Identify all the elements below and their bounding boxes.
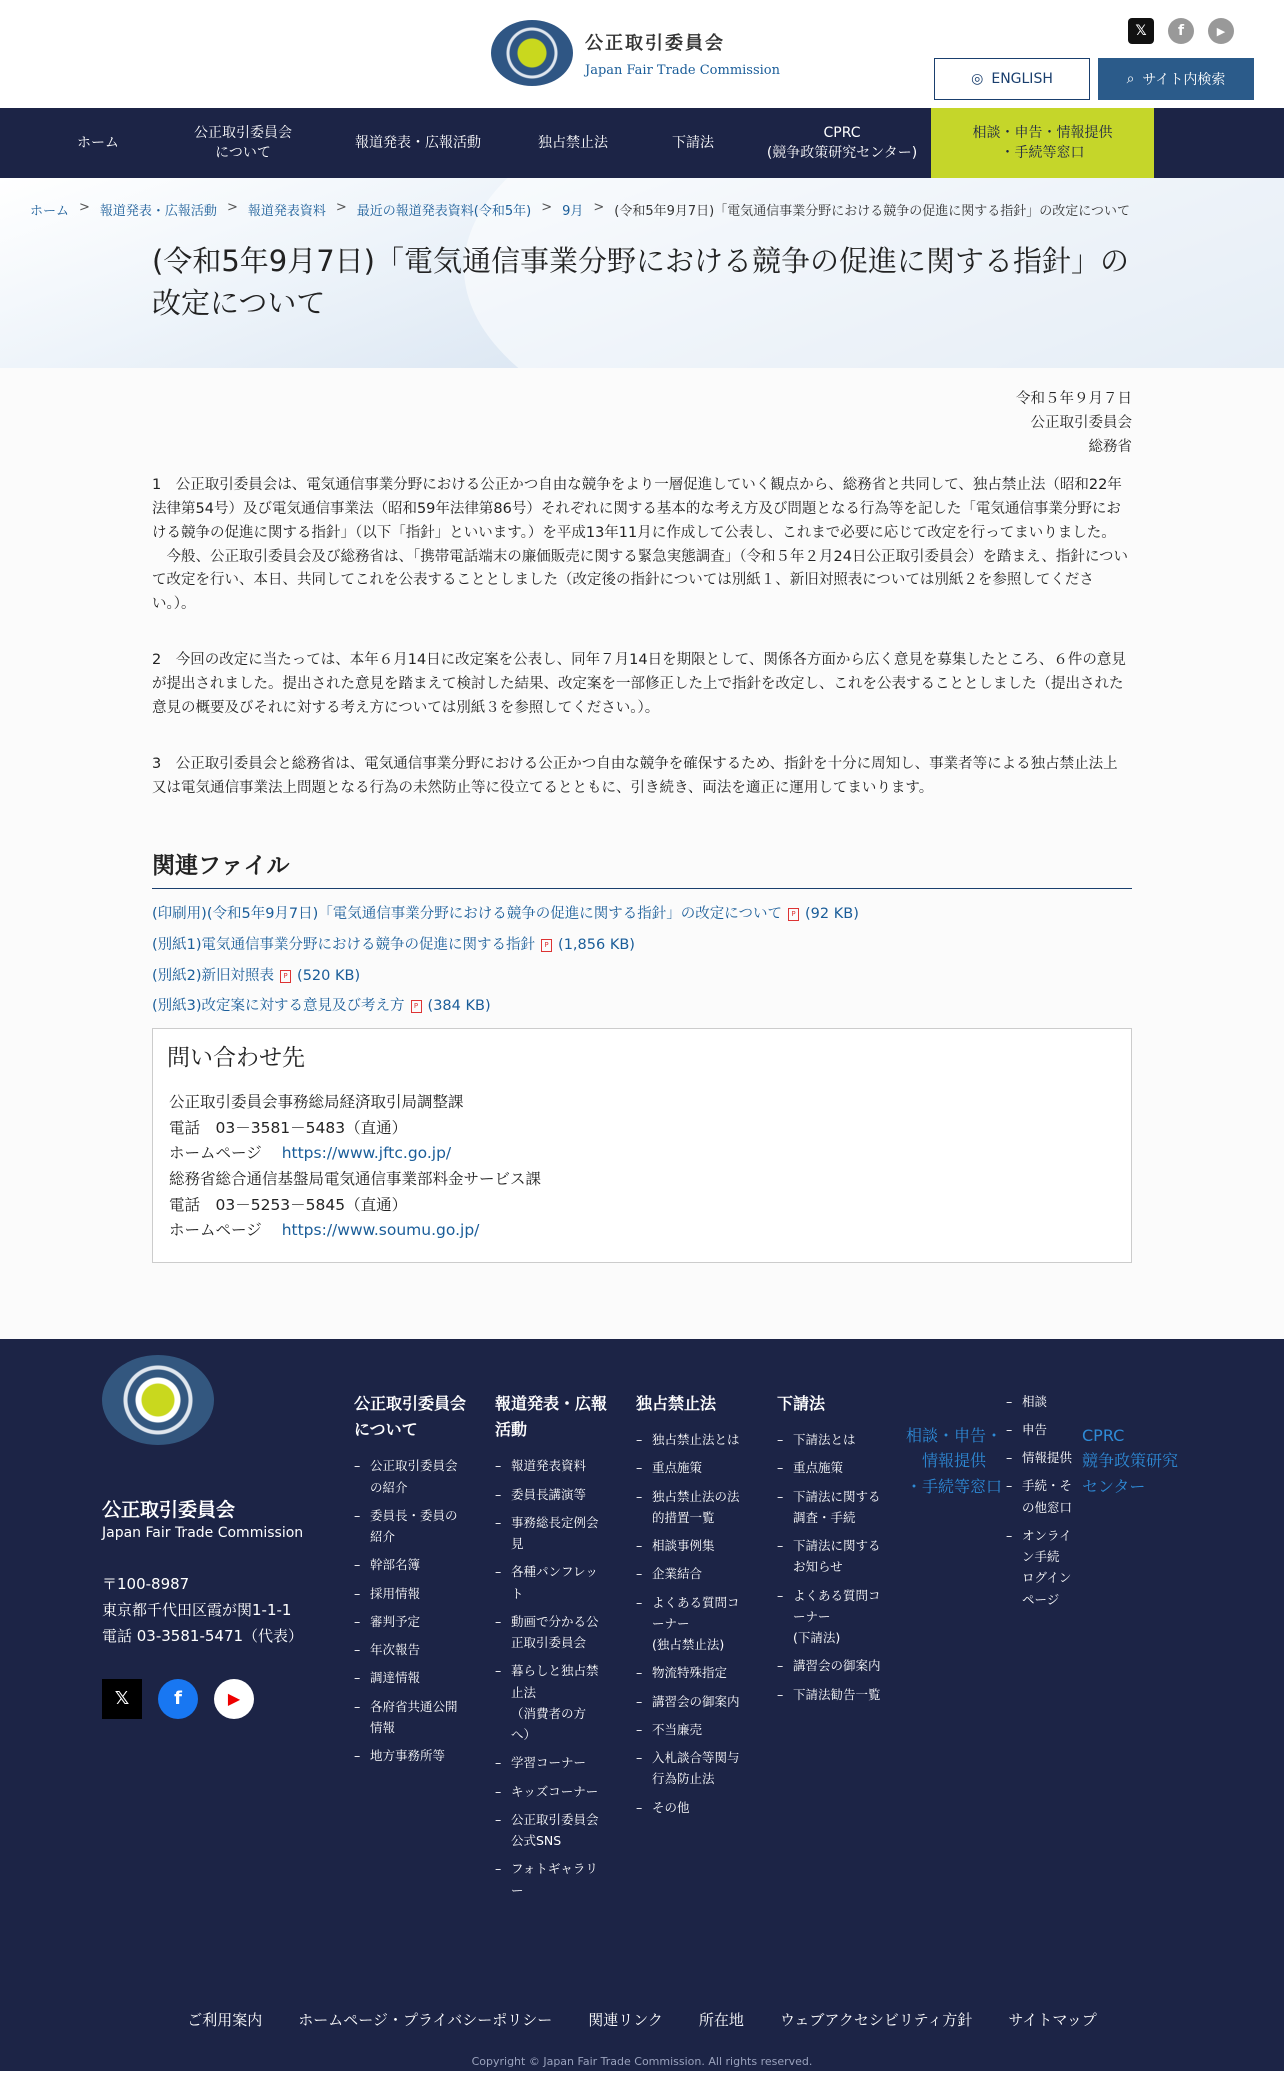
pdf-icon: P [411,1000,422,1013]
issuer-jftc: 公正取引委員会 [1030,414,1132,431]
footer-link[interactable]: – 各種パンフレッ ト [495,1561,615,1604]
footer-emblem-icon[interactable] [102,1355,214,1445]
body-paragraph-2: 2 今回の改定に当たっては、本年６月14日に改定案を公表し、同年７月14日を期限として、関係各方面から広く意見を募集したところ、６件の意見が提出されました。提出された意見を踏まえて検討した結果、改定案を一部修正した上で指針を改定し、これを公表することとしました（提出された意見の概要及びそれに対する考え方については別紙３を参照してください。）。 [152,652,1126,717]
footer-col-press [495,1391,615,1908]
page-hero [0,178,1284,368]
footer-bottom-link[interactable]: 関連リンク [588,2010,663,2029]
footer-link[interactable]: – 重点施策 [636,1457,756,1478]
contact-heading: 問い合わせ先 [167,1045,305,1072]
footer-link[interactable]: – よくある質問コ ーナー (独占禁止法) [636,1592,756,1656]
contact-homepage-mic [169,1218,1117,1244]
footer-link[interactable]: – 申告 [1006,1419,1086,1440]
search-icon: ⌕ [1126,71,1135,87]
footer-link[interactable]: – 学習コーナー [495,1752,615,1773]
facebook-icon[interactable]: f [158,1679,198,1719]
footer-link[interactable]: – 物流特殊指定 [636,1662,756,1683]
site-logo[interactable] [491,20,780,86]
footer-bottom-link[interactable]: ウェブアクセシビリティ方針 [779,2010,973,2029]
logo-text-en: Japan Fair Trade Commission [585,62,780,78]
footer-link[interactable]: – よくある質問コ ーナー (下請法) [777,1585,897,1649]
main-content [0,368,1284,1263]
footer-link[interactable]: – 動画で分かる公 正取引委員会 [495,1611,615,1654]
mic-homepage-link[interactable]: https://www.soumu.go.jp/ [281,1221,480,1240]
footer-link[interactable]: – 採用情報 [354,1583,474,1604]
footer-bottom-link[interactable]: 所在地 [698,2010,744,2029]
footer-link[interactable]: – 委員長・委員の 紹介 [354,1505,474,1548]
file-size: (92 KB) [805,905,859,922]
site-search-label: サイト内検索 [1142,72,1226,88]
footer-link[interactable]: – 各府省共通公開 情報 [354,1696,474,1739]
homepage-label: ホームページ [169,1144,262,1163]
file-link-attachment-1[interactable] [152,936,1132,955]
file-label: (別紙3)改定案に対する意見及び考え方 [152,998,405,1015]
footer-link[interactable]: – 独占禁止法の法 的措置一覧 [636,1486,756,1529]
facebook-icon[interactable]: f [1168,18,1194,44]
x-icon[interactable]: 𝕏 [1128,18,1154,44]
footer-link[interactable]: – 事務総長定例会 見 [495,1512,615,1555]
footer-col-heading[interactable]: 下請法 [777,1393,826,1413]
footer-consultation-link[interactable]: 相談・申告・ 情報提供 ・手続等窓口 [905,1425,1002,1496]
footer-col-heading[interactable]: 報道発表・広報 活動 [495,1393,608,1440]
footer-link[interactable]: – オンライ ン手続 ログイン ページ [1006,1525,1086,1610]
footer-link[interactable]: – 重点施策 [777,1457,897,1478]
file-size: (520 KB) [297,967,361,984]
release-date-block [152,368,1132,460]
body-paragraph-3: 3 公正取引委員会と総務省は、電気通信事業分野における公正かつ自由な競争を確保するため、指針を十分に周知し、事業者等による独占禁止法上又は電気通信事業法上問題となる行為の未然防止等に役立てるとともに、引き続き、両法を適正に運用してまいります。 [152,756,1118,796]
footer-link[interactable]: – 講習会の御案内 [636,1691,756,1712]
footer-phone: 電話 03-3581-5471（代表） [102,1627,304,1646]
footer-link[interactable]: – 年次報告 [354,1639,474,1660]
footer-link[interactable]: – その他 [636,1797,756,1818]
footer-link[interactable]: – 不当廉売 [636,1719,756,1740]
footer-link[interactable]: – 下請法勧告一覧 [777,1684,897,1705]
global-nav [0,108,1284,178]
footer-address [102,1571,303,1650]
breadcrumb-current: (令和5年9月7日)「電気通信事業分野における競争の促進に関する指針」の改定について [614,204,1130,219]
jftc-homepage-link[interactable]: https://www.jftc.go.jp/ [281,1144,452,1163]
file-size: (384 KB) [427,998,491,1015]
youtube-icon[interactable]: ▶ [214,1679,254,1719]
logo-text-ja: 公正取引委員会 [585,32,725,54]
footer-link[interactable]: – 公正取引委員会 の紹介 [354,1455,474,1498]
footer-link[interactable]: – 入札談合等関与 行為防止法 [636,1747,756,1790]
breadcrumb-separator: > [541,200,553,215]
homepage-label: ホームページ [169,1221,262,1240]
footer-link[interactable]: – 独占禁止法とは [636,1429,756,1450]
footer-cprc-link[interactable]: CPRC 競争政策研究 センター [1082,1425,1179,1496]
footer-link[interactable]: – フォトギャラリ ー [495,1858,615,1901]
footer-link[interactable]: – 企業結合 [636,1563,756,1584]
contact-dept-jftc: 公正取引委員会事務総局経済取引局調整課 [169,1093,464,1112]
nav-consultation[interactable]: 相談・申告・情報提供 ・手続等窓口 [931,108,1154,178]
release-date: 令和５年９月７日 [1016,391,1132,407]
issuer-mic: 総務省 [1088,438,1132,455]
footer-link[interactable]: – 報道発表資料 [495,1455,615,1476]
youtube-icon[interactable]: ▶ [1208,18,1234,44]
file-size: (1,856 KB) [558,936,635,953]
footer-link[interactable]: – 幹部名簿 [354,1554,474,1575]
breadcrumb [30,200,1130,219]
breadcrumb-month[interactable]: 9月 [562,204,584,219]
nav-about[interactable]: 公正取引委員会 について [194,124,292,161]
pdf-icon: P [788,908,799,921]
pdf-icon: P [541,939,552,952]
english-button-label: ENGLISH [991,71,1053,87]
nav-press[interactable]: 報道発表・広報活動 [355,134,481,151]
footer-col-heading[interactable]: 独占禁止法 [636,1393,717,1413]
contact-box [152,1028,1132,1262]
footer-org-name-en: Japan Fair Trade Commission [102,1524,304,1541]
file-label: (別紙2)新旧対照表 [152,967,275,984]
contact-homepage-jftc [169,1141,1117,1167]
site-header [0,0,1284,108]
related-files-heading: 関連ファイル [152,847,1132,889]
file-link-print[interactable] [152,905,1132,924]
nav-subcontract[interactable]: 下請法 [672,134,714,151]
footer-link[interactable]: – 委員長講演等 [495,1484,615,1505]
breadcrumb-press[interactable]: 報道発表・広報活動 [99,204,217,219]
breadcrumb-home[interactable]: ホーム [30,204,70,219]
pdf-icon: P [280,970,291,983]
nav-cprc[interactable]: CPRC (競争政策研究センター) [766,124,918,161]
footer-street: 東京都千代田区霞が関1-1-1 [102,1600,292,1619]
footer-link[interactable]: – 講習会の御案内 [777,1655,897,1676]
breadcrumb-separator: > [79,200,90,215]
file-label: (別紙1)電気通信事業分野における競争の促進に関する指針 [152,936,536,953]
footer-link[interactable]: – 審判予定 [354,1611,474,1632]
breadcrumb-separator: > [226,200,238,215]
footer-col-consultation [1006,1391,1086,1617]
contact-phone-mic: 電話 03－5253－5845（直通） [169,1195,408,1214]
site-footer [0,1339,1284,2071]
related-files-list [152,905,1132,1016]
footer-link[interactable]: – 調達情報 [354,1667,474,1688]
english-button[interactable] [934,58,1090,100]
footer-bottom-link[interactable]: ホームページ・プライバシーポリシー [298,2010,553,2029]
content-spacer [0,1263,1284,1339]
globe-icon: ◎ [971,71,984,87]
footer-link[interactable]: – 情報提供 [1006,1447,1086,1468]
footer-link[interactable]: – 相談事例集 [636,1535,756,1556]
footer-link[interactable]: – 下請法に関する お知らせ [777,1535,897,1578]
contact-phone-jftc: 電話 03－3581－5483（直通） [169,1118,408,1137]
footer-col-about [354,1391,474,1774]
footer-link[interactable]: – 下請法に関する 調査・手続 [777,1486,897,1529]
contact-dept-mic: 総務省総合通信基盤局電気通信事業部料金サービス課 [169,1169,542,1188]
file-label: (印刷用)(令和5年9月7日)「電気通信事業分野における競争の促進に関する指針」の改定について [152,905,783,922]
footer-link[interactable]: – 公正取引委員会 公式SNS [495,1809,615,1852]
footer-postal: 〒100-8987 [102,1574,190,1593]
footer-link[interactable]: – 地方事務所等 [354,1745,474,1766]
breadcrumb-recent[interactable]: 最近の報道発表資料(令和5年) [356,204,532,219]
footer-link[interactable]: – 下請法とは [777,1429,897,1450]
page-title: (令和5年9月7日)「電気通信事業分野における競争の促進に関する指針」の改定について [152,244,1129,321]
footer-bottom-links [0,2009,1284,2030]
file-link-attachment-2[interactable] [152,967,1132,986]
nav-antimonopoly[interactable]: 独占禁止法 [538,134,608,151]
footer-col-heading[interactable]: 公正取引委員会 について [354,1393,467,1440]
site-search-button[interactable] [1098,58,1254,100]
nav-home[interactable]: ホーム [77,134,119,151]
footer-col-subcontract [777,1391,897,1712]
footer-bottom-link[interactable]: ご利用案内 [187,2010,263,2029]
copyright: Copyright © Japan Fair Trade Commission. All rights reserved. [471,2054,813,2068]
x-icon[interactable]: 𝕏 [102,1679,142,1719]
breadcrumb-separator: > [593,200,605,215]
footer-link[interactable]: – 相談 [1006,1391,1086,1412]
footer-link[interactable]: – キッズコーナー [495,1781,615,1802]
header-social-links [1128,18,1234,44]
footer-org-name: 公正取引委員会 [102,1498,236,1521]
breadcrumb-separator: > [335,200,347,215]
footer-link[interactable]: – 手続・そ の他窓口 [1006,1475,1086,1518]
breadcrumb-press-materials[interactable]: 報道発表資料 [247,204,326,219]
footer-link[interactable]: – 暮らしと独占禁 止法 （消費者の方 へ） [495,1660,615,1745]
footer-social-links [102,1679,254,1719]
file-link-attachment-3[interactable] [152,997,1132,1016]
footer-col-antimonopoly [636,1391,756,1825]
jftc-emblem-icon [491,20,573,86]
footer-bottom-link[interactable]: サイトマップ [1008,2010,1097,2029]
body-paragraph-1: 1 公正取引委員会は、電気通信事業分野における公正かつ自由な競争をより一層促進していく観点から、総務省と共同して、独占禁止法（昭和22年法律第54号）及び電気通信事業法（昭和59年法律第86号）それぞれに関する基本的な考え方及び問題となる行為等を記した「電気通信事業分野における競争の促進に関する指針」（以下「指針」といいます。）を平成13年11月に作成して公表し、これまで必要に応じて改定を行ってまいりました。 今般、公正取引委員会及び総務省は、「携帯電話端末の廉価販売に関する緊急実態調査」（令和５年２月24日公正取引委員会）を踏まえ、指針について改定を行い、本日、共同してこれを公表することとしました（改定後の指針については別紙１、新旧対照表については別紙２を参照してください。）。 [152,476,1129,613]
